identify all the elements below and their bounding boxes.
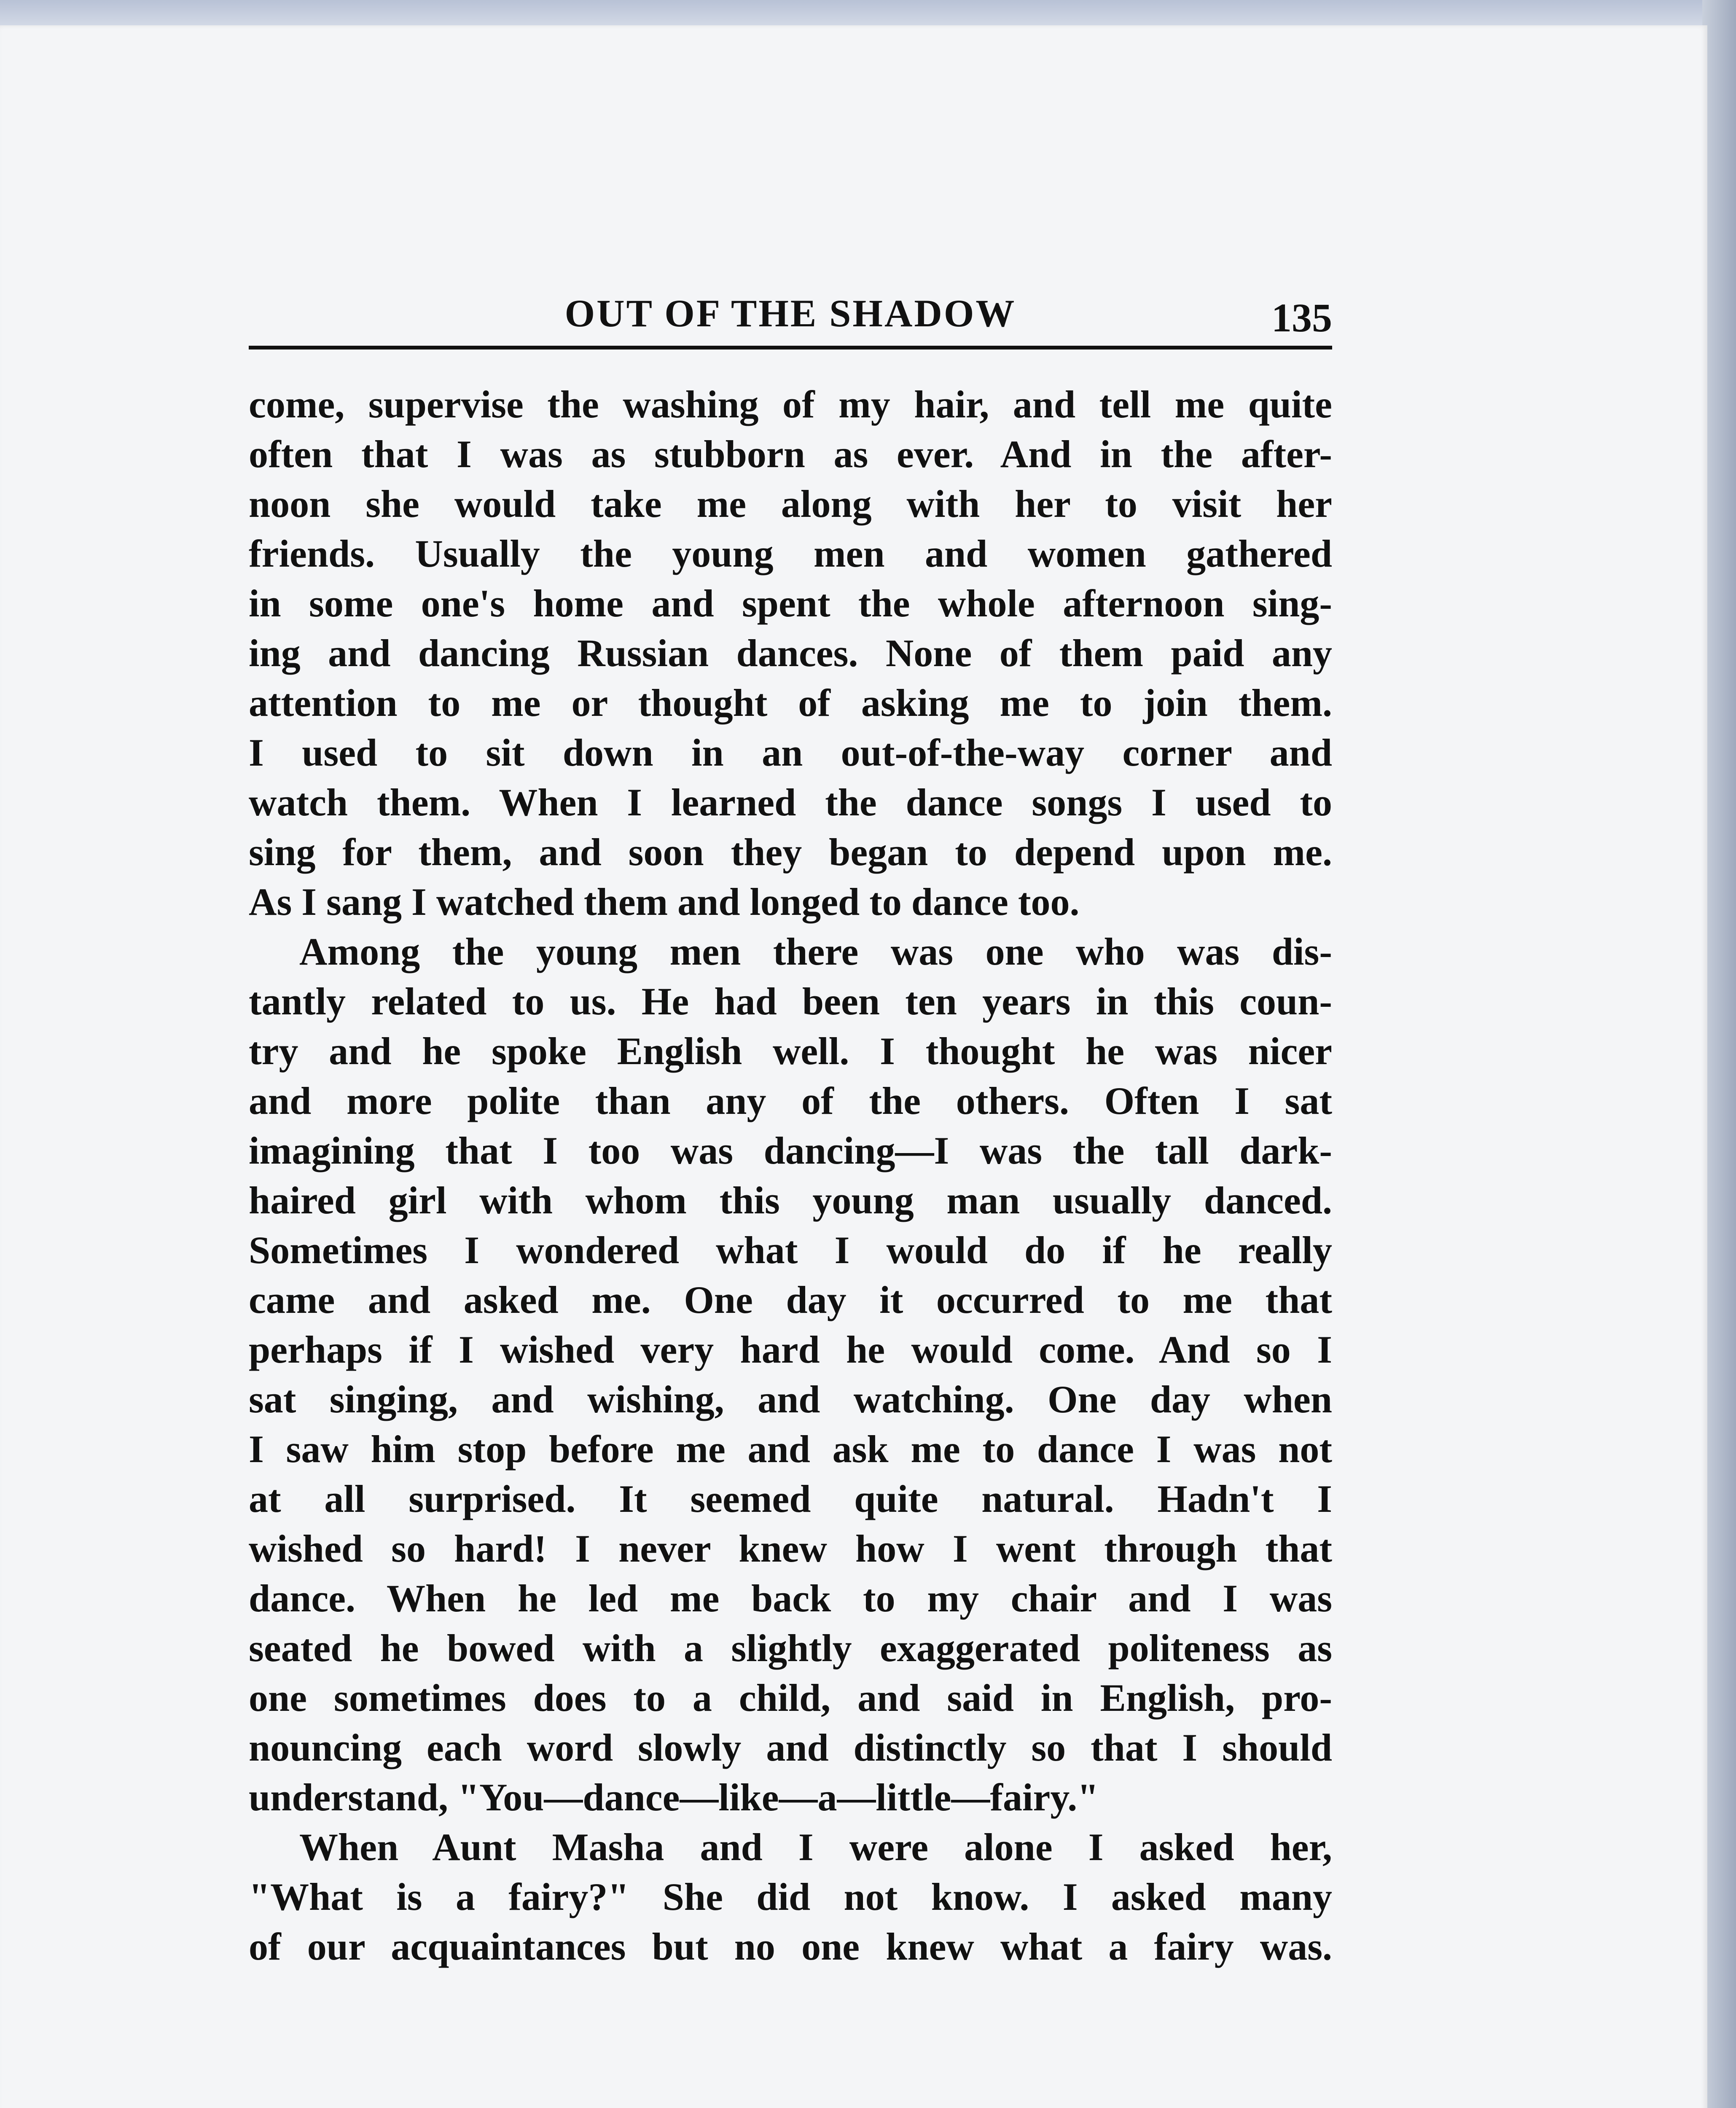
page-number: 135 (1271, 295, 1332, 340)
text-line: try and he spoke English well. I thought he was nicer (249, 1030, 1332, 1073)
text-line: and more polite than any of the others. Often I sat (249, 1079, 1332, 1122)
text-line: sat singing, and wishing, and watching. One day when (249, 1378, 1332, 1421)
text-line: understand, "You—dance—like—a—little—fairy." (249, 1776, 1099, 1819)
text-line: wished so hard! I never knew how I went through that (249, 1527, 1332, 1570)
text-line: of our acquaintances but no one knew what a fairy was. (249, 1925, 1332, 1968)
text-line: ing and dancing Russian dances. None of them paid any (249, 632, 1332, 675)
text-line: "What is a fairy?" She did not know. I asked many (249, 1875, 1332, 1918)
text-line: I used to sit down in an out-of-the-way corner and (249, 731, 1332, 774)
text-line: perhaps if I wished very hard he would come. And so I (249, 1328, 1332, 1371)
text-line: noon she would take me along with her to visit her (249, 482, 1332, 525)
text-line: When Aunt Masha and I were alone I asked her, (299, 1826, 1332, 1869)
text-line: often that I was as stubborn as ever. And in the after- (249, 433, 1332, 476)
text-line: one sometimes does to a child, and said in English, pro- (249, 1676, 1332, 1719)
text-line: at all surprised. It seemed quite natural. Hadn't I (249, 1477, 1332, 1520)
body-text (249, 379, 1332, 1971)
page-header (249, 291, 1332, 341)
text-line: dance. When he led me back to my chair and I was (249, 1577, 1332, 1620)
text-line: seated he bowed with a slightly exaggerated politeness as (249, 1627, 1332, 1670)
text-line: Sometimes I wondered what I would do if he really (249, 1229, 1332, 1272)
text-line: tantly related to us. He had been ten years in this coun- (249, 980, 1332, 1023)
text-line: As I sang I watched them and longed to dance too. (249, 880, 1080, 923)
text-line: imagining that I too was dancing—I was the tall dark- (249, 1129, 1332, 1172)
header-rule (249, 346, 1332, 350)
text-line: nouncing each word slowly and distinctly so that I should (249, 1726, 1332, 1769)
text-line: attention to me or thought of asking me to join them. (249, 681, 1332, 724)
text-line: came and asked me. One day it occurred to me that (249, 1278, 1332, 1321)
text-line: I saw him stop before me and ask me to dance I was not (249, 1428, 1332, 1471)
text-line: sing for them, and soon they began to depend upon me. (249, 831, 1332, 874)
text-line: Among the young men there was one who was dis- (299, 930, 1332, 973)
cover-right-edge (1702, 0, 1736, 2108)
text-line: watch them. When I learned the dance songs I used to (249, 781, 1332, 824)
running-title: OUT OF THE SHADOW (564, 292, 1016, 335)
text-line: friends. Usually the young men and women gathered (249, 532, 1332, 575)
text-line: in some one's home and spent the whole afternoon sing- (249, 582, 1332, 625)
text-line: come, supervise the washing of my hair, and tell me quite (249, 383, 1332, 426)
text-line: haired girl with whom this young man usually danced. (249, 1179, 1332, 1222)
